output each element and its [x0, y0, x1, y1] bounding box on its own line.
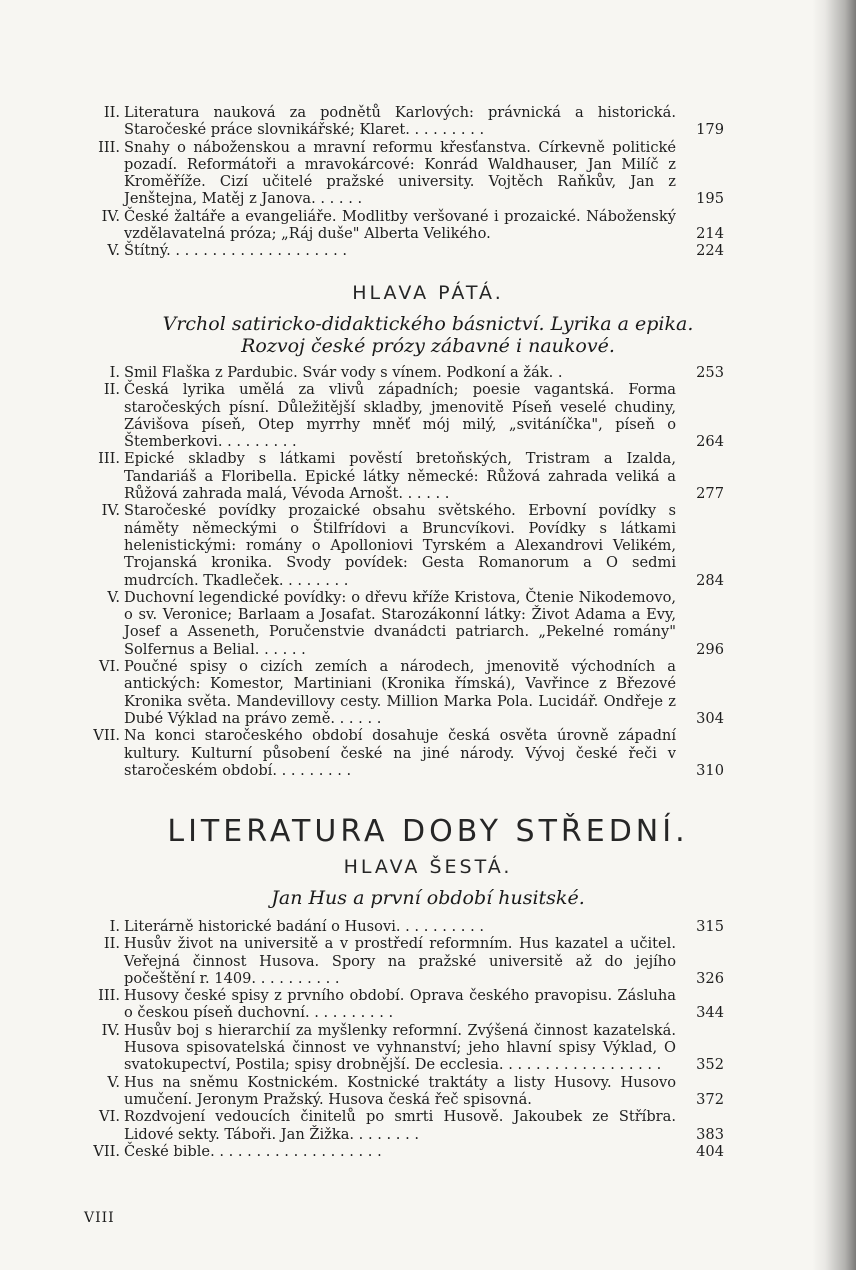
entry-text: Poučné spisy o cizích zemích a národech, jmenovitě východních a antických: Komestor, Martiniani (Kronika římská), Vavřince z Březové Kronika světa. Mandevillovy cesty. Million Marka Pola. Lucidář. Ondřeje z Dubé Výklad na právo země. . . . . . [124, 658, 676, 727]
entry-text: Snahy o náboženskou a mravní reformu křesťanstva. Církevně politické pozadí. Reformátoři a mravokárcové: Konrád Waldhauser, Jan Milíč z Kroměříže. Cizí učitelé pražské university. Vojtěch Raňkův, Jan z Jenštejna, Matěj z Janova. . . . . . [124, 138, 676, 208]
toc-entry[interactable] [80, 450, 724, 502]
entry-page: 253 [696, 364, 724, 381]
entry-page: 296 [696, 640, 724, 658]
entry-number: II. [103, 381, 120, 399]
entry-number: VII. [93, 1142, 120, 1160]
entry-number: III. [98, 987, 120, 1005]
entry-text: Rozdvojení vedoucích činitelů po smrti Husově. Jakoubek ze Stříbra. Lidové sekty. Táboři. Jan Žižka. . . . . . . . [124, 1108, 676, 1143]
toc-entry[interactable] [80, 208, 724, 243]
entry-text: České žaltáře a evangeliáře. Modlitby veršované i prozaické. Náboženský vzdělavatelná próza; „Ráj duše" Alberta Velikého. [124, 207, 676, 243]
entry-number: IV. [101, 207, 120, 225]
chapter-six-heading: HLAVA ŠESTÁ. [343, 856, 513, 878]
toc-entry[interactable] [80, 589, 724, 658]
entry-page: 224 [696, 242, 724, 260]
chapter-five-subtitle-line1: Vrchol satiricko-didaktického básnictví. Lyrika a epika. [162, 313, 694, 335]
toc-entry[interactable] [80, 1108, 724, 1143]
book-binding-shadow [812, 0, 856, 1270]
entry-text: Staročeské povídky prozaické obsahu světského. Erbovní povídky s náměty německými o Štilfrídovi a Bruncvíkovi. Povídky s látkami helenistickými: romány o Apolloniovi Tyrském a Alexandrovi Velikém, Trojanská kronika. Svody povídek: Gesta Romanorum a O sedmi mudrcích. Tkadleček. . . . . . . . [124, 502, 676, 589]
chapter-five-subtitle-line2: Rozvoj české prózy zábavné i naukové. [241, 335, 615, 357]
toc-entry[interactable] [80, 1022, 724, 1074]
entry-page: 179 [696, 121, 724, 139]
entry-number: II. [103, 935, 120, 953]
entry-text: Literatura nauková za podnětů Karlových: právnická a historická. Staročeské práce slovnikářské; Klaret. . . . . . . . . [124, 104, 676, 139]
toc-entry[interactable] [80, 1143, 724, 1160]
entry-number: I. [109, 364, 120, 381]
entry-page: 195 [696, 190, 724, 208]
toc-entry[interactable] [80, 381, 724, 450]
entry-text: Hus na sněmu Kostnickém. Kostnické traktáty a listy Husovy. Husovo umučení. Jeronym Pražský. Husova česká řeč spisovná. [124, 1073, 676, 1108]
entry-number: II. [103, 104, 120, 121]
toc-entry[interactable] [80, 658, 724, 727]
chapter-five-heading: HLAVA PÁTÁ. [352, 282, 504, 304]
entry-text: Literárně historické badání o Husovi. . . . . . . . . . [124, 918, 484, 935]
entry-page: 284 [696, 571, 724, 589]
entry-number: VII. [93, 727, 120, 745]
toc-entry[interactable] [80, 935, 724, 987]
entry-text: Česká lyrika umělá za vlivů západních; poesie vagantská. Forma staročeských písní. Důležitější skladby, jmenovitě Píseň veselé chudiny, Závišova píseň, Otep myrrhy mněť mój milý, „svitáníčka", píseň o Štemberkovi. . . . . . . . . [124, 381, 676, 451]
entry-number: IV. [101, 1021, 120, 1039]
entry-number: V. [107, 1073, 120, 1091]
entry-page: 315 [696, 918, 724, 935]
entry-text: České bible. . . . . . . . . . . . . . . . . . . [124, 1142, 382, 1160]
toc-chapter-six [80, 918, 724, 1160]
toc-entry[interactable] [80, 1074, 724, 1109]
entry-text: Smil Flaška z Pardubic. Svár vody s vínem. Podkoní a žák. . [124, 364, 563, 381]
page-folio: VIII [84, 1210, 115, 1226]
entry-text: Husův boj s hierarchií za myšlenky reformní. Zvýšená činnost kazatelská. Husova spisovatelská činnost ve vyhnanství; jeho hlavní spisy Výklad, O svatokupectví, Postila; spisy drobnější. De ecclesia. . . . . . . . . . . . . . . . . . [124, 1021, 676, 1074]
chapter-six-subtitle: Jan Hus a první období husitské. [271, 887, 585, 909]
entry-number: III. [98, 138, 120, 156]
entry-text: Husovy české spisy z prvního období. Oprava českého pravopisu. Zásluha o českou píseň duchovní. . . . . . . . . . [124, 987, 676, 1022]
entry-page: 404 [696, 1142, 724, 1160]
entry-text: Husův život na universitě a v prostředí reformním. Hus kazatel a učitel. Veřejná činnost Husova. Spory na pražské universitě až do jejího počeštění r. 1409. . . . . . . . . . [124, 935, 676, 987]
toc-entry[interactable] [80, 242, 724, 259]
entry-page: 352 [696, 1056, 724, 1074]
toc-entry[interactable] [80, 987, 724, 1022]
entry-page: 264 [696, 433, 724, 451]
toc-chapter-five [80, 364, 724, 779]
toc-entry[interactable] [80, 139, 724, 208]
toc-section-continuation [80, 104, 724, 260]
entry-number: V. [107, 242, 120, 260]
entry-number: VI. [99, 1108, 120, 1126]
entry-page: 304 [696, 709, 724, 727]
entry-text: Štítný. . . . . . . . . . . . . . . . . . . . [124, 242, 348, 260]
entry-text: Duchovní legendické povídky: o dřevu kříže Kristova, Čtenie Nikodemovo, o sv. Veronice; Barlaam a Josafat. Starozákonní látky: Život Adama a Evy, Josef a Asseneth, Poručenstvie dvanádcti patriarch. „Pekelné romány" Solfernus a Belial. . . . . . [124, 588, 676, 658]
toc-entry[interactable] [80, 727, 724, 779]
entry-text: Na konci staročeského období dosahuje česká osvěta úrovně západní kultury. Kulturní působení české na jiné národy. Vývoj české řeči v staročeském období. . . . . . . . . [124, 727, 676, 779]
entry-page: 310 [696, 761, 724, 779]
entry-page: 214 [696, 225, 724, 243]
entry-number: V. [107, 588, 120, 606]
entry-page: 372 [696, 1090, 724, 1108]
entry-number: I. [109, 918, 120, 935]
toc-entry[interactable] [80, 104, 724, 139]
entry-number: IV. [101, 502, 120, 520]
entry-page: 277 [696, 485, 724, 503]
entry-text: Epické skladby s látkami pověstí bretoňských, Tristram a Izalda, Tandariáš a Floribella. Epické látky německé: Růžová zahrada veliká a Růžová zahrada malá, Vévoda Arnošt. . . . . . [124, 450, 676, 503]
entry-page: 344 [696, 1004, 724, 1022]
entry-number: III. [98, 450, 120, 468]
toc-entry[interactable] [80, 364, 724, 381]
toc-entry[interactable] [80, 502, 724, 588]
entry-page: 326 [696, 969, 724, 987]
toc-entry[interactable] [80, 918, 724, 935]
entry-number: VI. [99, 658, 120, 676]
entry-page: 383 [696, 1125, 724, 1143]
part-heading: LITERATURA DOBY STŘEDNÍ. [167, 814, 689, 849]
